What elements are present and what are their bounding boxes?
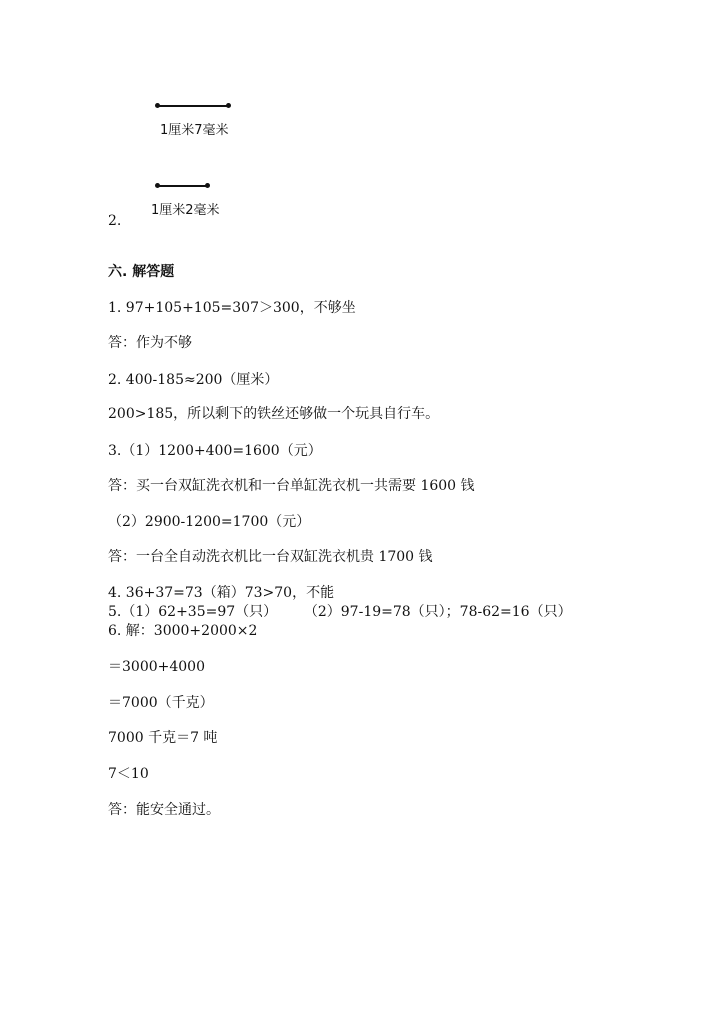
answer-line: 6. 解：3000+2000×2 <box>108 623 258 639</box>
segment-label-17mm: 1厘米7毫米 <box>160 123 229 138</box>
answer-line: 7＜10 <box>108 766 149 782</box>
answer-line: 3.（1）1200+400=1600（元） <box>108 443 322 459</box>
line-segment-12mm <box>157 185 208 187</box>
answer-line: 答：一台全自动洗衣机比一台双缸洗衣机贵 1700 钱 <box>108 549 433 565</box>
answer-line: 1. 97+105+105=307＞300，不够坐 <box>108 300 356 316</box>
answer-line: ＝3000+4000 <box>108 659 205 675</box>
answer-line: 2. 400-185≈200（厘米） <box>108 372 279 388</box>
item-number-2: 2. <box>108 213 122 229</box>
answer-line: 4. 36+37=73（箱）73>70，不能 <box>108 585 335 601</box>
answer-line: 5.（1）62+35=97（只） （2）97-19=78（只）；78-62=16（只） <box>108 604 572 620</box>
answer-line: 答：能安全通过。 <box>108 802 220 818</box>
answer-line: 200>185，所以剩下的铁丝还够做一个玩具自行车。 <box>108 406 440 422</box>
section-heading: 六. 解答题 <box>108 264 175 280</box>
line-segment-17mm <box>157 105 229 107</box>
answer-line: 7000 千克＝7 吨 <box>108 730 218 746</box>
answer-line: 答：买一台双缸洗衣机和一台单缸洗衣机一共需要 1600 钱 <box>108 478 475 494</box>
answer-line: 答：作为不够 <box>108 335 192 351</box>
segment-label-12mm: 1厘米2毫米 <box>151 203 220 218</box>
answer-line: （2）2900-1200=1700（元） <box>108 514 311 530</box>
answer-line: ＝7000（千克） <box>108 695 214 711</box>
